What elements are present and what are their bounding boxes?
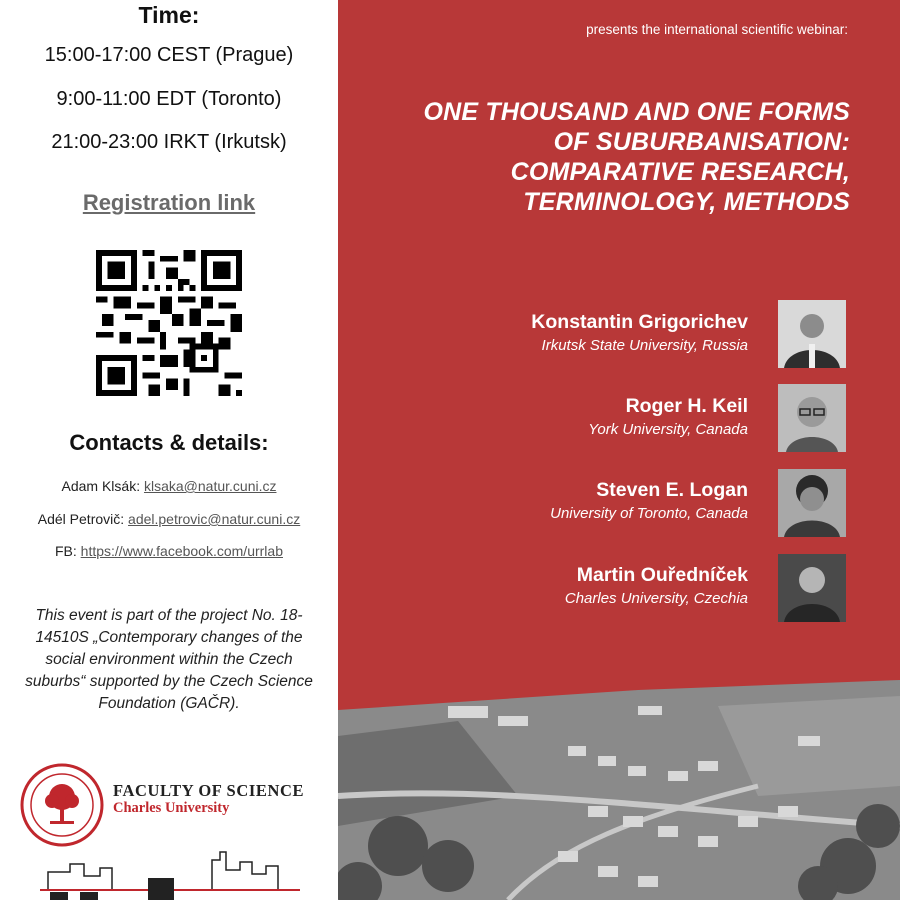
project-note: This event is part of the project No. 18-14510S „Contemporary changes of the social environment within the Czech suburbs“ supported by the Czech Science Foundation (GAČR).: [25, 607, 313, 712]
faculty-university: Charles University: [113, 800, 230, 816]
contact-petrovic: [0, 511, 338, 527]
contacts-heading: Contacts & details:: [69, 430, 269, 455]
speaker-photo-keil: [778, 384, 846, 452]
suburb-aerial-photo: [338, 676, 900, 900]
contact-label: FB:: [55, 543, 77, 559]
time-heading: Time:: [138, 2, 200, 28]
speaker-affiliation: Irkutsk State University, Russia: [541, 337, 748, 354]
speaker-photo-grigorichev: [778, 300, 846, 368]
speaker-name: Konstantin Grigorichev: [531, 311, 748, 333]
speaker-affiliation: University of Toronto, Canada: [550, 505, 748, 522]
speaker-name: Martin Ouředníček: [576, 564, 748, 586]
time-irkutsk: 21:00-23:00 IRKT (Irkutsk): [51, 131, 287, 153]
speaker-name: Steven E. Logan: [596, 479, 748, 501]
webinar-title: [423, 97, 850, 217]
speaker-keil: [588, 395, 748, 438]
speaker-affiliation: York University, Canada: [588, 421, 748, 438]
title-line: OF SUBURBANISATION:: [553, 128, 850, 156]
info-column: [0, 0, 338, 900]
contact-email-link[interactable]: adel.petrovic@natur.cuni.cz: [128, 511, 301, 527]
title-line: COMPARATIVE RESEARCH,: [510, 158, 850, 186]
speaker-logan: [550, 479, 748, 522]
speaker-photo-logan: [778, 469, 846, 537]
urrlab-logo-icon: [40, 848, 300, 900]
speaker-grigorichev: [531, 311, 748, 354]
registration-link[interactable]: Registration link: [82, 190, 256, 215]
time-prague: 15:00-17:00 CEST (Prague): [44, 44, 294, 66]
contact-email-link[interactable]: klsaka@natur.cuni.cz: [143, 478, 277, 494]
person-portrait-icon: [778, 554, 846, 622]
speaker-ourednicek: [565, 564, 748, 607]
person-portrait-icon: [778, 300, 846, 368]
person-portrait-icon: [778, 384, 846, 452]
presents-text: presents the international scientific webinar:: [586, 22, 848, 37]
contact-label: Adam Klsák:: [61, 478, 141, 494]
contact-facebook: [0, 543, 338, 559]
qr-code[interactable]: [96, 250, 242, 396]
faculty-name: FACULTY OF SCIENCE: [113, 781, 305, 800]
title-line: ONE THOUSAND AND ONE FORMS: [423, 98, 850, 126]
speaker-affiliation: Charles University, Czechia: [564, 590, 748, 607]
speaker-name: Roger H. Keil: [625, 395, 748, 417]
time-toronto: 9:00-11:00 EDT (Toronto): [56, 88, 282, 110]
charles-university-seal-icon: [20, 763, 104, 847]
contact-klsak: [0, 478, 338, 494]
title-line: TERMINOLOGY, METHODS: [523, 188, 850, 216]
speaker-photo-ourednicek: [778, 554, 846, 622]
facebook-link[interactable]: https://www.facebook.com/urrlab: [80, 543, 283, 559]
contact-label: Adél Petrovič:: [37, 511, 125, 527]
person-portrait-icon: [778, 469, 846, 537]
